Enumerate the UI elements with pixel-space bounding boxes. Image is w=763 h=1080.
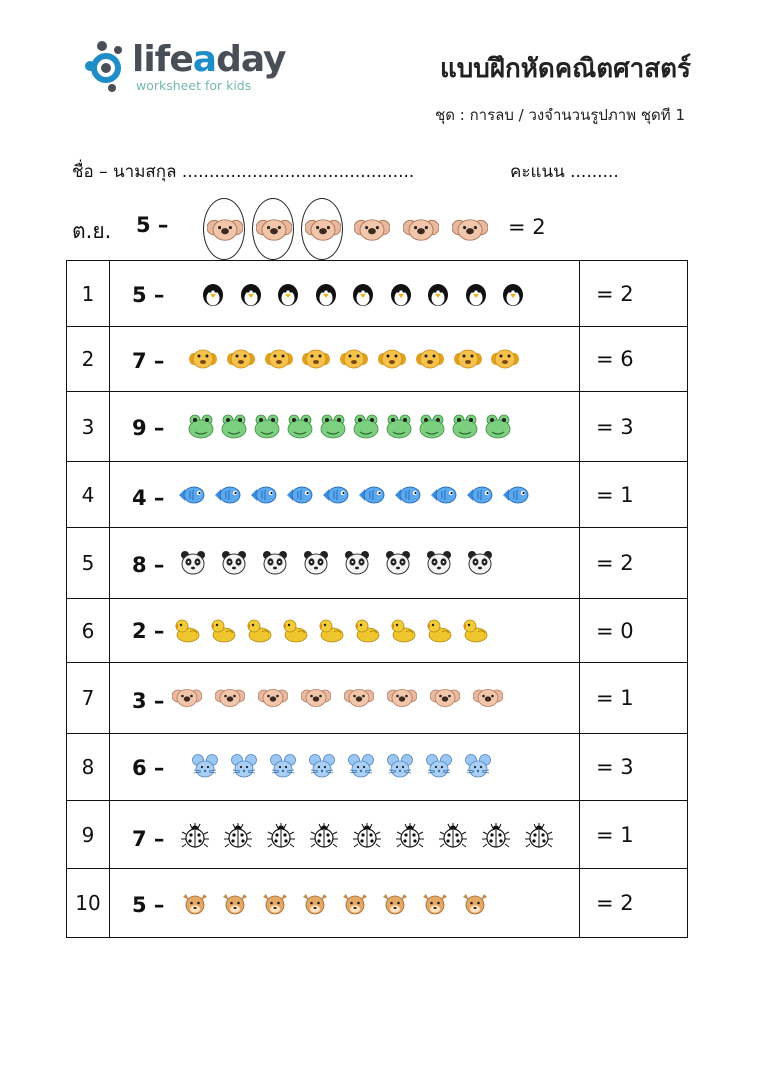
minuend-number: 5 – [132,893,165,917]
minuend-number: 2 – [132,619,165,643]
dog-icon [339,344,369,374]
penguin-icon [461,279,491,309]
question-row [67,528,688,599]
panda-icon [178,548,208,578]
example-icons [200,205,494,255]
frog-icon [450,412,480,442]
answer-cell: = 1 [580,663,688,734]
fish-icon [320,480,350,510]
lifeaday-logo [82,38,286,96]
animal-icons [198,279,528,309]
deer-icon [420,888,450,918]
logo-tagline: worksheet for kids [136,78,252,93]
frog-icon [318,412,348,442]
question-row [67,599,688,663]
koala-icon [430,683,460,713]
deer-icon [380,888,410,918]
answer-cell: = 2 [580,261,688,327]
answer-cell: = 3 [580,734,688,801]
problem-cell [110,462,580,528]
answer-cell: = 1 [580,462,688,528]
question-number: 8 [67,734,110,801]
problem-cell [110,392,580,462]
answer-cell: = 6 [580,327,688,392]
answer-cell: = 3 [580,392,688,462]
dog-icon [415,344,445,374]
fish-icon [428,480,458,510]
question-number: 1 [67,261,110,327]
mouse-icon [385,752,415,782]
question-row [67,801,688,869]
penguin-icon [423,279,453,309]
minuend-number: 9 – [132,416,165,440]
problem-cell [110,599,580,663]
question-row [67,663,688,734]
answer-cell: = 1 [580,801,688,869]
fish-icon [500,480,530,510]
fish-icon [392,480,422,510]
question-row [67,734,688,801]
panda-icon [465,548,495,578]
animal-icons [180,888,490,918]
problem-cell [110,663,580,734]
deer-icon [340,888,370,918]
question-number: 2 [67,327,110,392]
question-row [67,869,688,938]
fish-icon [284,480,314,510]
minuend-number: 7 – [132,827,165,851]
ladybug-icon [180,820,210,850]
fish-icon [356,480,386,510]
dog-icon [301,344,331,374]
fish-icon [176,480,206,510]
example-minuend: 5 – [136,213,169,237]
animal-icons [186,412,513,442]
problem-cell [110,734,580,801]
problem-cell [110,801,580,869]
koala-icon [396,205,445,255]
question-row [67,392,688,462]
ladybug-icon [352,820,382,850]
problem-cell [110,327,580,392]
duck-icon [172,616,202,646]
mouse-icon [229,752,259,782]
mouse-icon [463,752,493,782]
question-number: 9 [67,801,110,869]
penguin-icon [198,279,228,309]
animal-icons [188,344,520,374]
minuend-number: 3 – [132,689,165,713]
question-number: 5 [67,528,110,599]
panda-icon [383,548,413,578]
animal-icons [172,683,503,713]
deer-icon [300,888,330,918]
duck-icon [280,616,310,646]
name-field: ชื่อ – นามสกุล ........................................... [72,162,415,182]
answer-cell: = 2 [580,528,688,599]
problem-cell [110,869,580,938]
minuend-number: 7 – [132,349,165,373]
frog-icon [186,412,216,442]
question-number: 3 [67,392,110,462]
score-field: คะแนน ......... [510,162,619,182]
duck-icon [460,616,490,646]
question-number: 10 [67,869,110,938]
mouse-icon [307,752,337,782]
question-row [67,261,688,327]
questions-table [66,260,688,938]
frog-icon [417,412,447,442]
koala-icon [347,205,396,255]
penguin-icon [498,279,528,309]
mouse-icon [346,752,376,782]
minuend-number: 8 – [132,553,165,577]
koala-icon [215,683,245,713]
circled-koala-icon [298,205,347,255]
ladybug-icon [266,820,296,850]
frog-icon [252,412,282,442]
question-row [67,462,688,528]
duck-icon [388,616,418,646]
problem-cell [110,528,580,599]
fish-icon [464,480,494,510]
animal-icons [176,480,530,510]
fish-icon [248,480,278,510]
ladybug-icon [438,820,468,850]
penguin-icon [236,279,266,309]
minuend-number: 4 – [132,486,165,510]
frog-icon [219,412,249,442]
deer-icon [260,888,290,918]
dog-icon [377,344,407,374]
frog-icon [285,412,315,442]
answer-cell: = 2 [580,869,688,938]
ladybug-icon [395,820,425,850]
dog-icon [264,344,294,374]
koala-icon [445,205,494,255]
dog-icon [453,344,483,374]
crossed-out-circle [203,198,245,260]
animal-icons [178,548,495,578]
panda-icon [342,548,372,578]
problem-cell [110,261,580,327]
example-problem [72,205,672,255]
ladybug-icon [524,820,554,850]
crossed-out-circle [252,198,294,260]
duck-icon [352,616,382,646]
worksheet-title: แบบฝึกหัดคณิตศาสตร์ [440,54,691,84]
mouse-icon [190,752,220,782]
deer-icon [220,888,250,918]
animal-icons [180,820,554,850]
duck-icon [208,616,238,646]
koala-icon [172,683,202,713]
mouse-icon [424,752,454,782]
mouse-icon [268,752,298,782]
circled-koala-icon [200,205,249,255]
worksheet-subtitle: ชุด : การลบ / วงจำนวนรูปภาพ ชุดที 1 [435,106,685,124]
penguin-icon [386,279,416,309]
koala-icon [387,683,417,713]
panda-icon [301,548,331,578]
circled-koala-icon [249,205,298,255]
crossed-out-circle [301,198,343,260]
penguin-icon [273,279,303,309]
example-result: = 2 [508,215,546,239]
minuend-number: 6 – [132,756,165,780]
penguin-icon [311,279,341,309]
koala-icon [258,683,288,713]
animal-icons [172,616,490,646]
question-number: 4 [67,462,110,528]
answer-cell: = 0 [580,599,688,663]
duck-icon [244,616,274,646]
deer-icon [180,888,210,918]
ladybug-icon [481,820,511,850]
dog-icon [490,344,520,374]
frog-icon [483,412,513,442]
dog-icon [226,344,256,374]
koala-icon [301,683,331,713]
panda-icon [260,548,290,578]
duck-icon [424,616,454,646]
panda-icon [424,548,454,578]
question-number: 7 [67,663,110,734]
deer-icon [460,888,490,918]
frog-icon [384,412,414,442]
example-label: ต.ย. [72,219,112,243]
dog-icon [188,344,218,374]
koala-icon [473,683,503,713]
ladybug-icon [223,820,253,850]
animal-icons [190,752,493,782]
logo-wordmark: lifeaday [132,39,286,80]
koala-icon [344,683,374,713]
duck-icon [316,616,346,646]
question-row [67,327,688,392]
frog-icon [351,412,381,442]
panda-icon [219,548,249,578]
question-number: 6 [67,599,110,663]
minuend-number: 5 – [132,283,165,307]
fish-icon [212,480,242,510]
penguin-icon [348,279,378,309]
logo-molecule-icon [82,38,132,96]
ladybug-icon [309,820,339,850]
